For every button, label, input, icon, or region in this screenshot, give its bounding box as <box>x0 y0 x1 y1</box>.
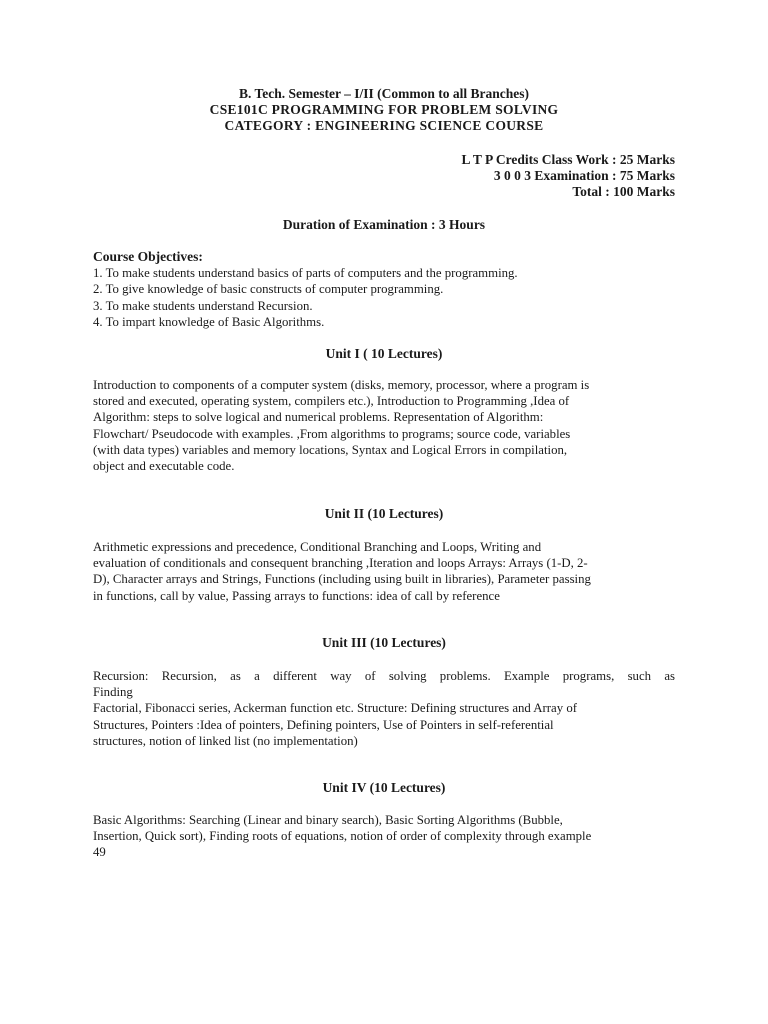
text-line: structures, notion of linked list (no implementation) <box>93 733 358 748</box>
text-line: Insertion, Quick sort), Finding roots of equations, notion of order of complexity through example <box>93 829 592 844</box>
marks-examination: 3 0 0 3 Examination : 75 Marks <box>493 168 675 183</box>
text-line: (with data types) variables and memory locations, Syntax and Logical Errors in compilation, <box>93 442 568 457</box>
text-line: object and executable code. <box>93 459 235 474</box>
unit-1-heading: Unit I ( 10 Lectures) <box>325 346 443 361</box>
text-line: evaluation of conditionals and consequent branching ,Iteration and loops Arrays: Arrays (1-D, 2- <box>93 556 588 571</box>
unit-4-content <box>93 812 675 861</box>
text-line: Structures, Pointers :Idea of pointers, Defining pointers, Use of Pointers in self-referential <box>93 717 554 732</box>
exam-duration: Duration of Examination : 3 Hours <box>282 217 486 232</box>
unit-2-heading: Unit II (10 Lectures) <box>324 506 444 521</box>
marks-class-work: L T P Credits Class Work : 25 Marks <box>461 152 675 167</box>
course-title: CSE101C PROGRAMMING FOR PROBLEM SOLVING <box>209 102 559 117</box>
objective-item: 1. To make students understand basics of parts of computers and the programming. <box>93 266 518 281</box>
text-line: Introduction to components of a computer system (disks, memory, processor, where a program is <box>93 378 590 392</box>
text-line: Flowchart/ Pseudocode with examples. ,From algorithms to programs; source code, variables <box>93 426 571 441</box>
objective-item: 4. To impart knowledge of Basic Algorithms. <box>93 314 325 329</box>
text-line: stored and executed, operating system, compilers etc.), Introduction to Programming ,Idea of <box>93 394 570 409</box>
unit-3-content <box>93 668 675 749</box>
text-line: Recursion: Recursion, as a different way of solving problems. Example programs, such as <box>93 669 675 683</box>
text-line: in functions, call by value, Passing arrays to functions: idea of call by reference <box>93 588 500 603</box>
objective-item: 3. To make students understand Recursion. <box>93 298 313 313</box>
unit-4-heading: Unit IV (10 Lectures) <box>322 780 446 795</box>
syllabus-header <box>0 86 768 134</box>
text-line: Factorial, Fibonacci series, Ackerman function etc. Structure: Defining structures and Array of <box>93 701 577 716</box>
text-line: D), Character arrays and Strings, Functions (including using built in libraries), Parameter passing <box>93 572 591 587</box>
marks-total: Total : 100 Marks <box>572 184 675 199</box>
text-line: Finding <box>93 685 133 700</box>
text-line: Basic Algorithms: Searching (Linear and binary search), Basic Sorting Algorithms (Bubble, <box>93 813 563 827</box>
unit-1-content <box>93 377 675 474</box>
unit-3-heading: Unit III (10 Lectures) <box>322 635 446 650</box>
objectives-heading: Course Objectives: <box>93 249 203 264</box>
text-line: Algorithm: steps to solve logical and numerical problems. Representation of Algorithm: <box>93 410 544 425</box>
objective-item: 2. To give knowledge of basic constructs of computer programming. <box>93 282 444 297</box>
text-line: Arithmetic expressions and precedence, Conditional Branching and Loops, Writing and <box>93 540 542 554</box>
semester-line: B. Tech. Semester – I/II (Common to all Branches) <box>239 86 529 101</box>
marks-block <box>461 152 675 200</box>
course-category: CATEGORY : ENGINEERING SCIENCE COURSE <box>224 118 544 133</box>
page-number: 49 <box>93 845 106 860</box>
unit-2-content <box>93 539 675 604</box>
course-objectives <box>93 249 683 330</box>
